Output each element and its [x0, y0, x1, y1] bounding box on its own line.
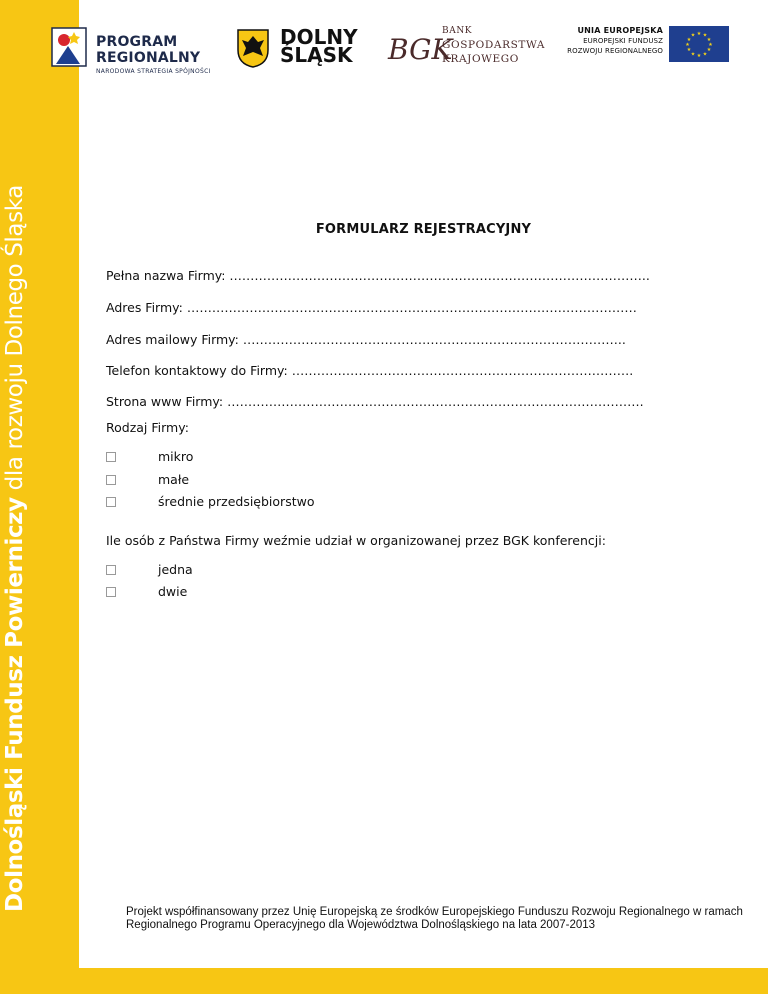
checkbox[interactable]	[106, 497, 116, 507]
option-label: małe	[158, 472, 190, 487]
attendees-label: Ile osób z Państwa Firmy weźmie udział w organizowanej przez BGK konferencji:	[106, 533, 606, 548]
eu-line3: ROZWOJU REGIONALNEGO	[567, 47, 663, 55]
svg-text:★: ★	[706, 37, 712, 43]
eu-logo	[560, 26, 735, 66]
svg-text:★: ★	[690, 51, 696, 58]
field-company-email[interactable]: Adres mailowy Firmy: ………………………………………………………………………………..	[106, 332, 626, 347]
bgk-line3: KRAJOWEGO	[442, 53, 520, 65]
attendees-option[interactable]	[106, 562, 193, 577]
footer-line2: Regionalnego Programu Operacyjnego dla Województwa Dolnośląskiego na lata 2007-2013	[126, 919, 596, 931]
svg-text:★: ★	[702, 51, 708, 58]
attendees-option[interactable]	[106, 584, 187, 599]
eagle-crest-icon	[236, 28, 270, 68]
dolny-slask-logo	[236, 26, 356, 70]
program-line1: PROGRAM	[96, 34, 178, 50]
checkbox[interactable]	[106, 475, 116, 485]
svg-text:★: ★	[696, 53, 702, 59]
svg-text:★: ★	[702, 32, 708, 39]
option-label: mikro	[158, 449, 194, 464]
svg-text:★: ★	[696, 31, 702, 37]
svg-text:BGK: BGK	[388, 33, 453, 66]
eu-text	[567, 26, 663, 55]
svg-text:★: ★	[686, 47, 692, 53]
field-company-website[interactable]: Strona www Firmy: ……………………………………………………………………………………….	[106, 394, 644, 409]
sidebar-title-light: dla rozwoju Dolnego Śląska	[2, 185, 28, 491]
option-label: średnie przedsiębiorstwo	[158, 494, 315, 509]
field-company-address[interactable]: Adres Firmy: ………………………………………………………………………………………………	[106, 300, 637, 315]
eu-line2: EUROPEJSKI FUNDUSZ	[583, 37, 663, 45]
footer-line1: Projekt współfinansowany przez Unię Europejską ze środków Europejskiego Funduszu Rozwoju Regionalnego w ramach	[126, 906, 743, 918]
company-type-option[interactable]	[106, 472, 189, 487]
checkbox[interactable]	[106, 452, 116, 462]
dolny-line1: DOLNY	[280, 25, 358, 49]
dolny-line2: ŚLĄSK	[280, 43, 353, 67]
company-type-label: Rodzaj Firmy:	[106, 420, 189, 435]
bgk-logo	[386, 26, 546, 68]
company-type-option[interactable]	[106, 449, 193, 464]
field-company-name[interactable]: Pełna nazwa Firmy: ………………………………………………………………………………………..	[106, 268, 650, 283]
program-regionalny-logo	[48, 24, 228, 76]
eu-flag-icon	[669, 26, 729, 62]
program-line2: REGIONALNY	[96, 50, 201, 66]
eu-line1: UNIA EUROPEJSKA	[577, 26, 663, 35]
bgk-monogram-icon	[386, 26, 453, 68]
footer-note	[126, 906, 743, 932]
bgk-line2: GOSPODARSTWA	[442, 39, 546, 51]
option-label: dwie	[158, 584, 188, 599]
svg-text:★: ★	[685, 42, 690, 48]
field-company-phone[interactable]: Telefon kontaktowy do Firmy: ……………………………………………………………………….	[106, 363, 634, 378]
program-regionalny-emblem-icon	[48, 24, 88, 70]
svg-text:★: ★	[708, 42, 713, 48]
sidebar-title-bold: Dolnośląski Fundusz Powierniczy	[2, 497, 28, 912]
form-title: FORMULARZ REJESTRACYJNY	[315, 222, 532, 237]
bottom-strip	[79, 968, 768, 994]
option-label: jedna	[158, 562, 193, 577]
bgk-line1: BANK	[442, 26, 473, 36]
checkbox[interactable]	[106, 587, 116, 597]
checkbox[interactable]	[106, 565, 116, 575]
svg-text:★: ★	[690, 32, 696, 39]
sidebar-title	[2, 185, 28, 912]
program-line3: NARODOWA STRATEGIA SPÓJNOŚCI	[96, 68, 211, 75]
svg-text:★: ★	[706, 47, 712, 53]
sidebar-band	[0, 0, 79, 994]
svg-text:★: ★	[686, 37, 692, 43]
company-type-option[interactable]	[106, 494, 314, 509]
